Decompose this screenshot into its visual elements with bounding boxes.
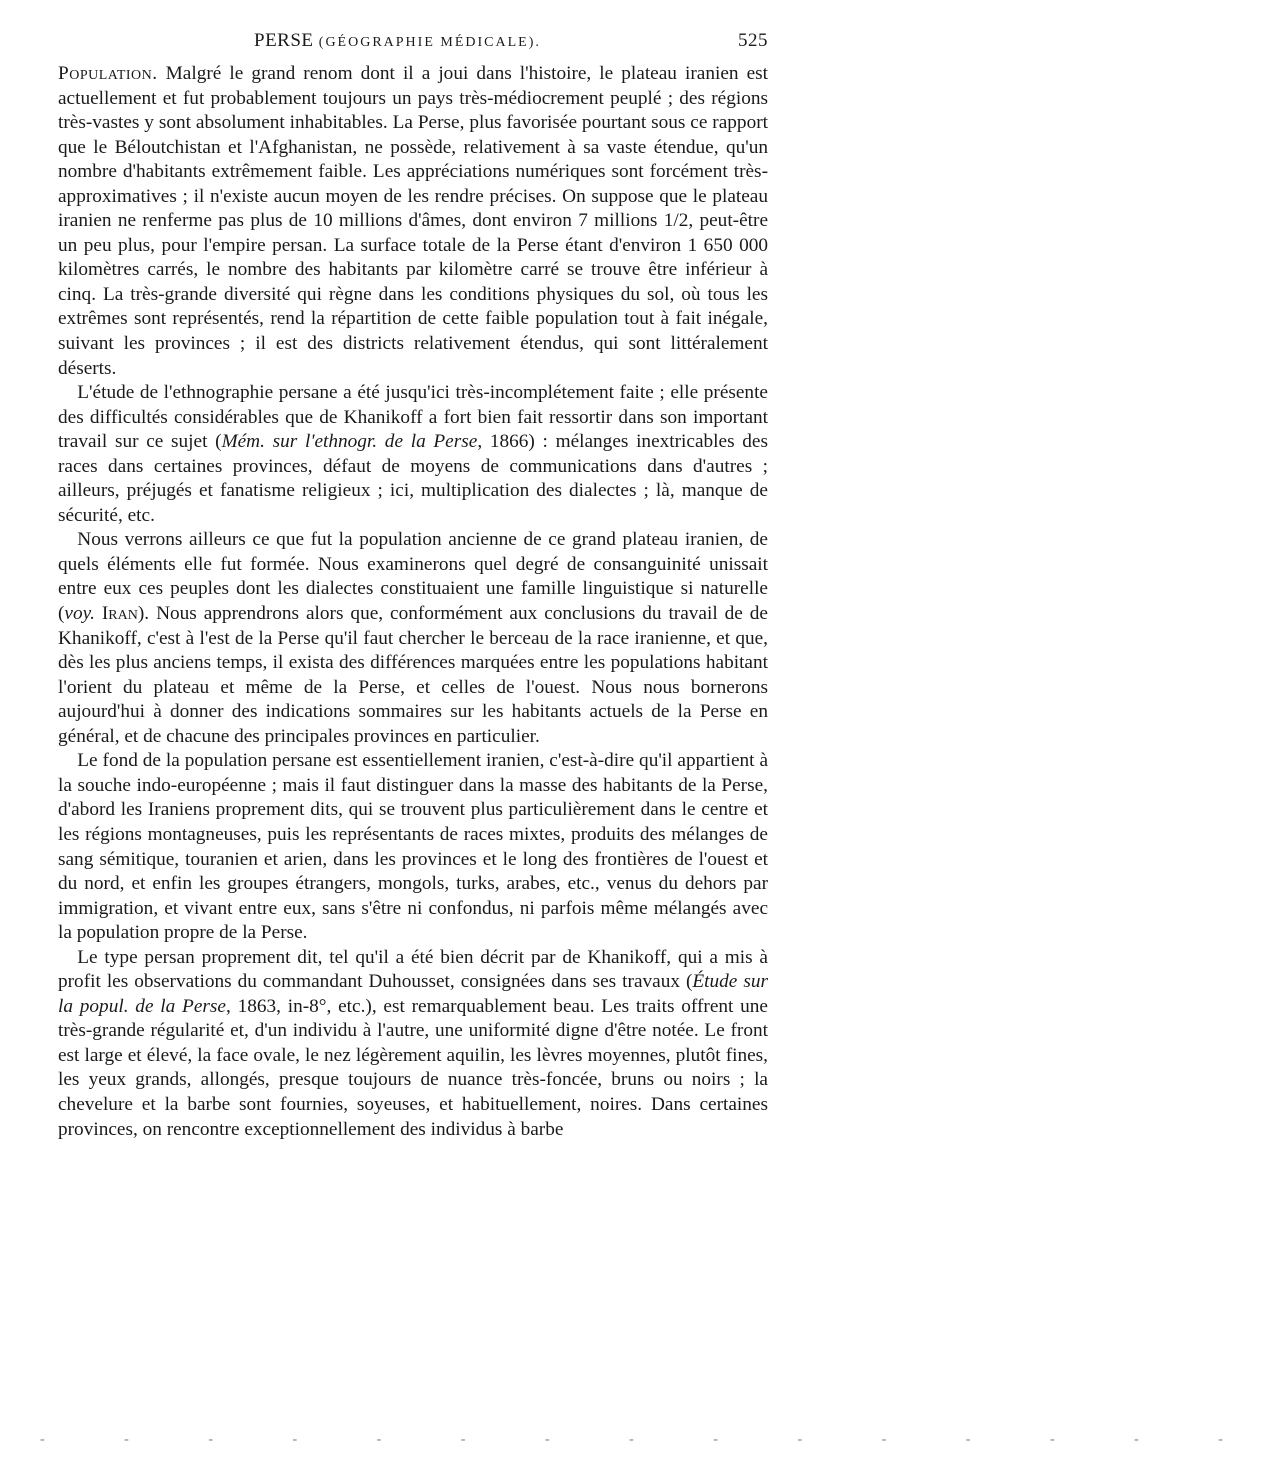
running-title-sub: (GÉOGRAPHIE MÉDICALE). [318,35,541,50]
body-text [58,62,768,1142]
paragraph-population-base [58,749,768,945]
paragraph-text: , 1866) : mélanges inextricables des races dans certaines provinces, défaut de moyens de communications dans d'autres ; ailleurs, préjugés et fanatisme religieux ; ici, multiplication des dialectes ; là, manque de sécurité, etc. [58,431,768,526]
page-number: 525 [738,30,768,51]
paragraph-text: Nous verrons ailleurs ce que fut la population ancienne de ce grand plateau iranien, de quels éléments elle fut formée. Nous examinerons quel degré de consanguinité unissait entre eux ces peuples dont les dialectes constituaient une famille linguistique si naturelle ( [58,529,768,625]
running-title [254,30,541,52]
running-title-main: PERSE [254,30,314,51]
paragraph-text: Le fond de la population persane est essentiellement iranien, c'est-à-dire qu'il appartient à la souche indo-européenne ; mais il faut distinguer dans la masse des habitants de la Perse, d'abord les Iraniens proprement dits, qui se trouvent plus particulièrement dans le centre et les régions montagneuses, puis les représentants de races mixtes, produits des mélanges de sang sémitique, touranien et arien, dans les provinces et le long des frontières de l'ouest et du nord, et enfin les groupes étrangers, mongols, turks, arabes, etc., venus du dehors par immigration, et vivant entre eux, sans s'être ni confondus, ni parfois même mélangés avec la population propre de la Perse. [58,750,768,944]
paragraph-ancient-population [58,528,768,749]
cross-reference-voy: voy. [64,603,95,625]
paragraph-text: ). Nous apprendrons alors que, conformément aux conclusions du travail de de Khanikoff, c'est à l'est de la Perse qu'il faut chercher le berceau de la race iranienne, et que, dès les plus anciens temps, il exista des différences marquées entre les populations habitant l'orient du plateau et même de la Perse, et celles de l'ouest. Nous nous bornerons aujourd'hui à donner des indications sommaires sur les habitants actuels de la Perse en général, et de chacune des principales provinces en particulier. [58,603,768,747]
paragraph-persian-type [58,946,768,1142]
bottom-edge-marks: - - - - - - - - - - - - - - - [40,1432,1261,1447]
cross-reference-iran: Iran [101,603,138,625]
paragraph-text: Le type persan proprement dit, tel qu'il a été bien décrit par de Khanikoff, qui a mis à profit les observations du commandant Duhousset, consignées dans ses travaux ( [58,946,768,993]
paragraph-population [58,62,768,381]
citation-title: Mém. sur l'ethnogr. de la Perse [221,431,478,453]
citation-title: Étude sur la popul. de la Perse [58,971,768,1017]
paragraph-text: , 1863, in-8°, etc.), est remarquablement beau. Les traits offrent une très-grande régularité et, d'un individu à l'autre, une uniformité digne d'être notée. Le front est large et élevé, la face ovale, le nez légèrement aquilin, les lèvres moyennes, plutôt fines, les yeux grands, allongés, presque toujours de nuance très-foncée, bruns ou noirs ; la chevelure et la barbe sont fournies, soyeuses, et habituellement, noires. Dans certaines provinces, on rencontre exceptionnellement des individus à barbe [58,995,768,1140]
paragraph-text: L'étude de l'ethnographie persane a été jusqu'ici très-incomplétement faite ; elle présente des difficultés considérables que de Khanikoff a fort bien fait ressortir dans son important travail sur ce sujet ( [58,382,768,453]
section-lead-population: Population. [58,63,158,84]
paragraph-ethnography [58,381,768,528]
paragraph-text: Malgré le grand renom dont il a joui dans l'histoire, le plateau iranien est actuellement et fut probablement toujours un pays très-médiocrement peuplé ; des régions très-vastes y sont absolument inhabitables. La Perse, plus favorisée pourtant sous ce rapport que le Béloutchistan et l'Afghanistan, ne possède, relativement à sa vaste étendue, qu'un nombre d'habitants extrêmement faible. Les appréciations numériques sont forcément très-approximatives ; il n'existe aucun moyen de les rendre précises. On suppose que le plateau iranien ne renferme pas plus de 10 millions d'âmes, dont environ 7 millions 1/2, peut-être un peu plus, pour l'empire persan. La surface totale de la Perse étant d'environ 1 650 000 kilomètres carrés, le nombre des habitants par kilomètre carré se trouve être inférieur à cinq. La très-grande diversité qui règne dans les conditions physiques du sol, où tous les extrêmes sont représentés, rend la répartition de cette faible population tout à fait inégale, suivant les provinces ; il est des districts relativement étendus, qui sont littéralement déserts. [58,63,768,379]
running-head [58,30,768,56]
